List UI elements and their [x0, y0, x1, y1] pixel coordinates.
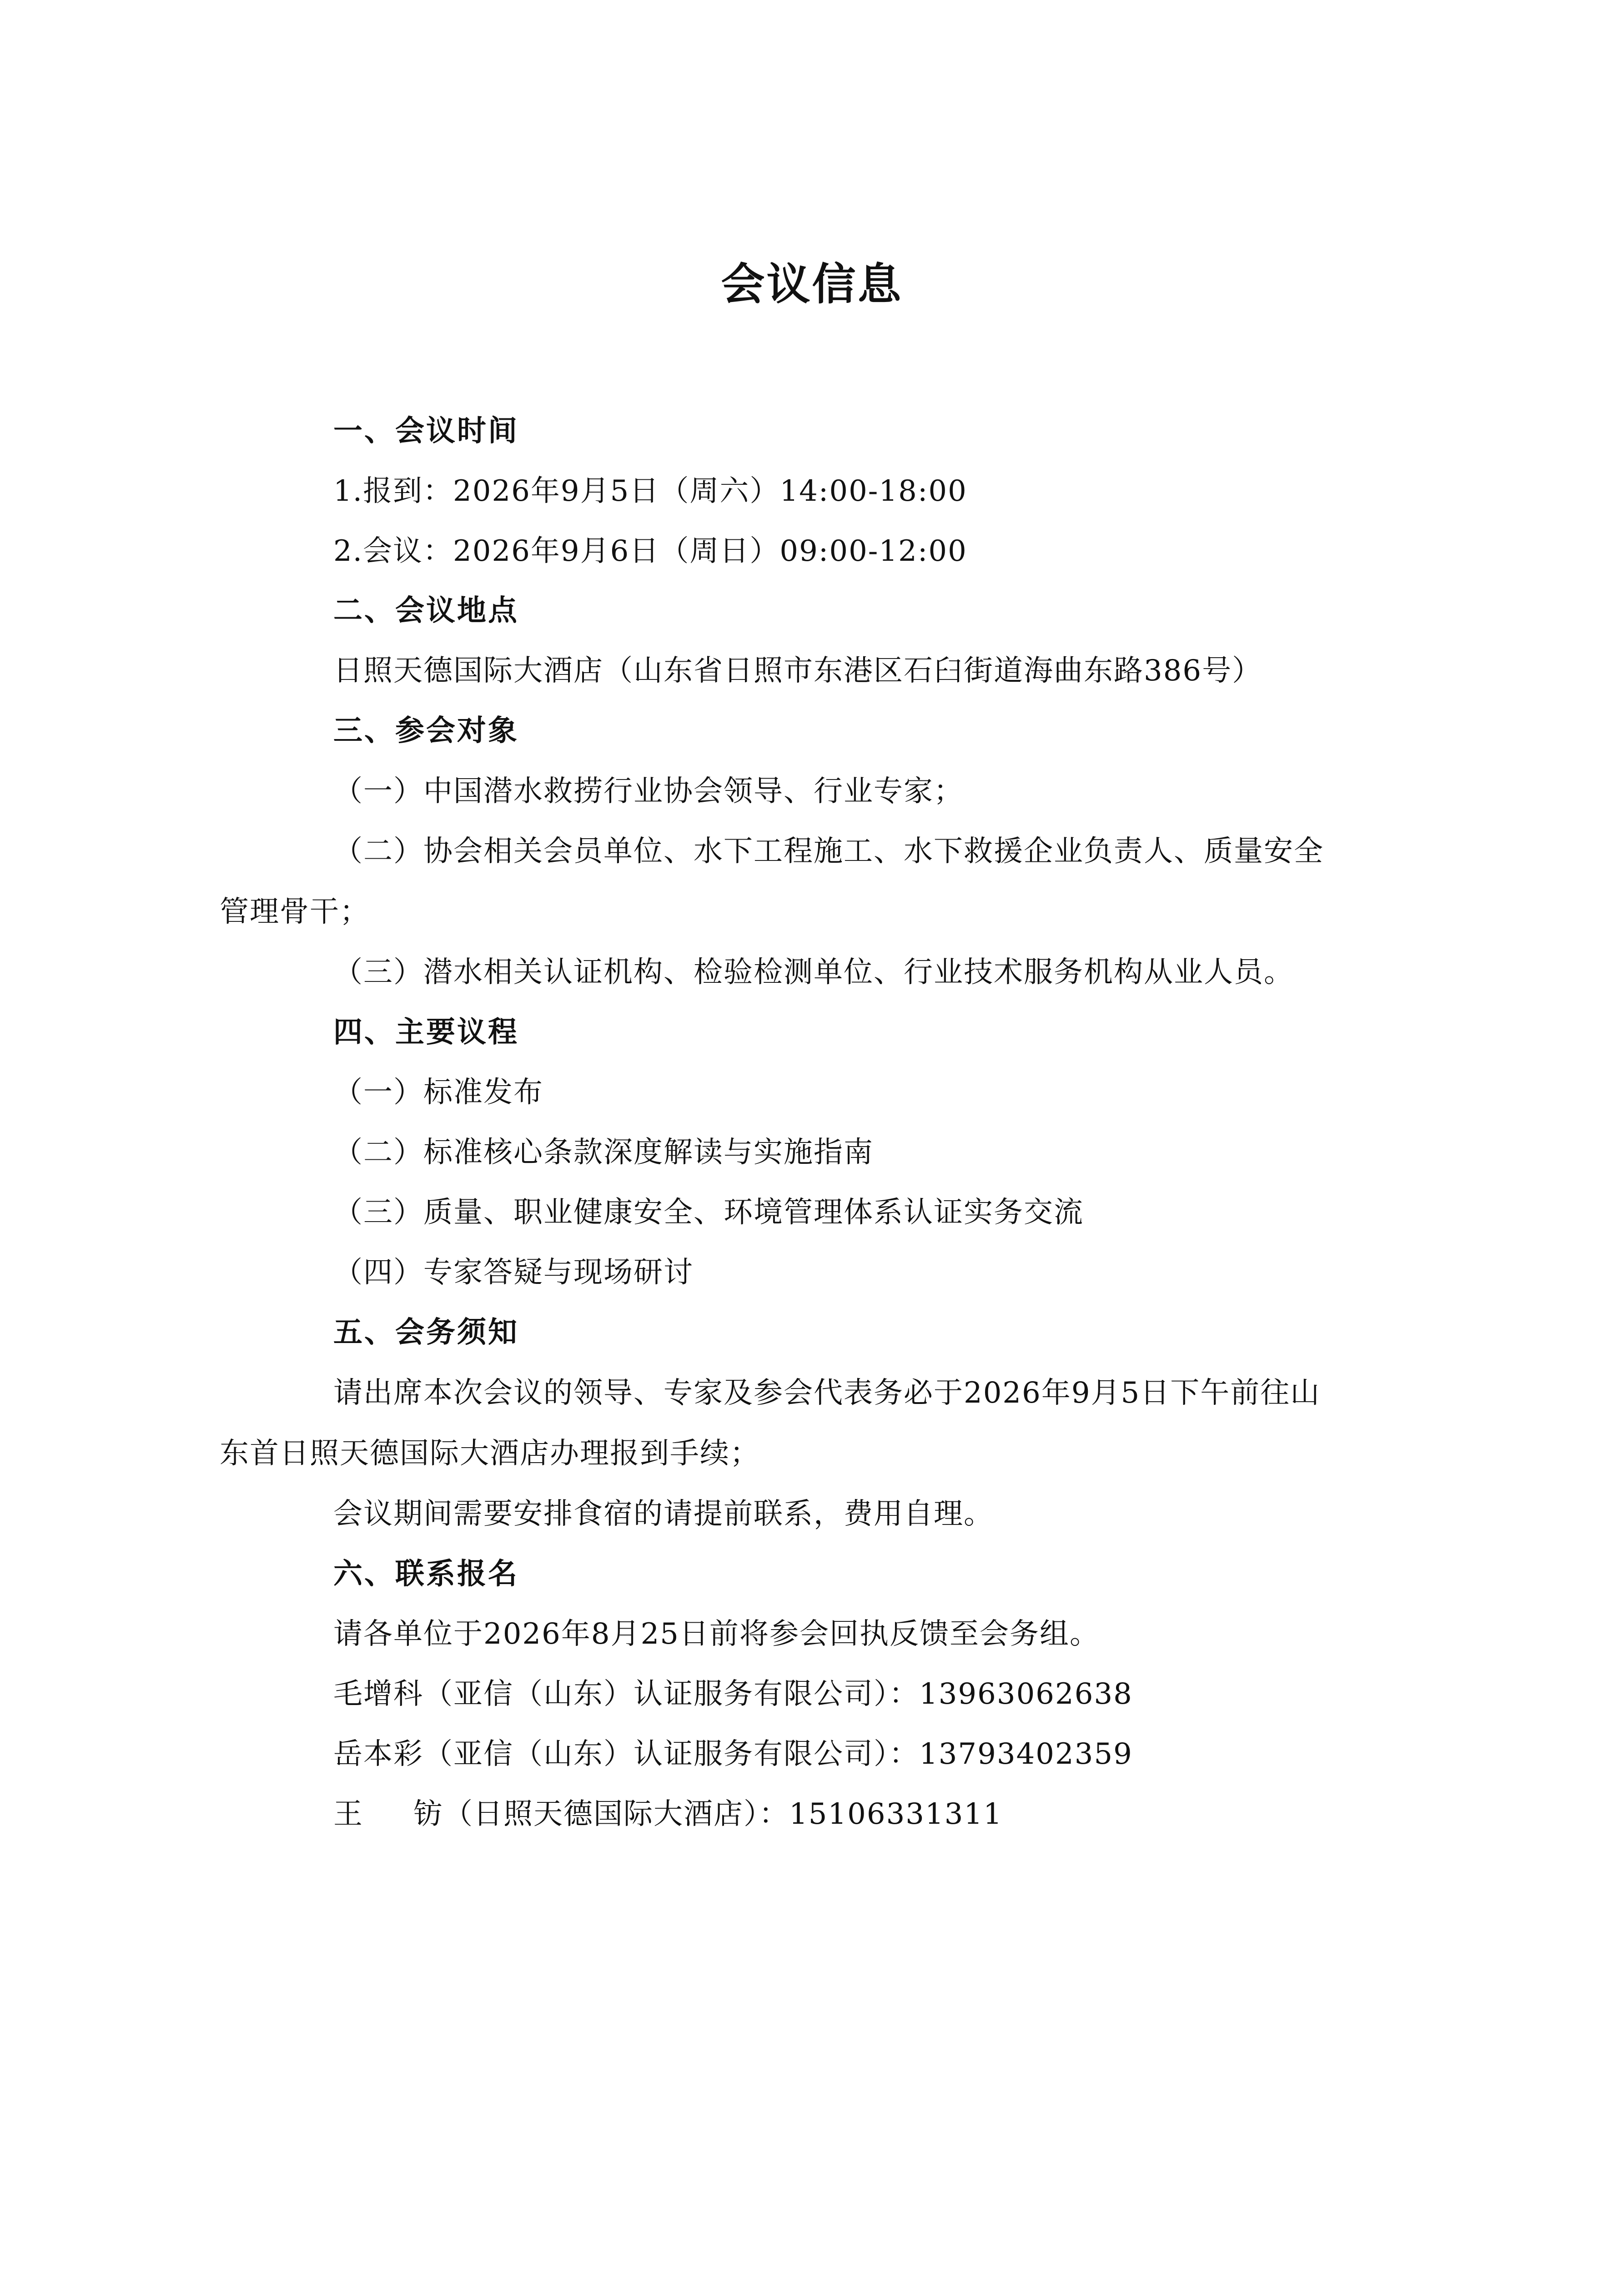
notice-paragraph-1: 请出席本次会议的领导、专家及参会代表务必于2026年9月5日下午前往山	[333, 1376, 1321, 1410]
section-heading-participants: 三、参会对象	[333, 714, 519, 748]
section-heading-notice: 五、会务须知	[333, 1316, 519, 1349]
agenda-item-2: （二）标准核心条款深度解读与实施指南	[333, 1136, 874, 1169]
registration-time: 1.报到：2026年9月5日（周六）14:00-18:00	[333, 474, 967, 508]
participant-item-1: （一）中国潜水救捞行业协会领导、行业专家；	[333, 775, 964, 808]
section-heading-contact: 六、联系报名	[333, 1557, 519, 1591]
agenda-item-3: （三）质量、职业健康安全、环境管理体系认证实务交流	[333, 1196, 1084, 1229]
contact-person-3-surname: 王	[333, 1797, 363, 1831]
venue-address: 日照天德国际大酒店（山东省日照市东港区石臼街道海曲东路386号）	[333, 654, 1262, 688]
meeting-time: 2.会议：2026年9月6日（周日）09:00-12:00	[333, 534, 967, 568]
agenda-item-1: （一）标准发布	[333, 1076, 543, 1109]
page-title: 会议信息	[721, 258, 903, 310]
participant-item-2: （二）协会相关会员单位、水下工程施工、水下救援企业负责人、质量安全	[333, 835, 1324, 868]
contact-person-1: 毛增科（亚信（山东）认证服务有限公司）：13963062638	[333, 1677, 1133, 1711]
agenda-item-4: （四）专家答疑与现场研讨	[333, 1256, 694, 1289]
notice-paragraph-1-continued: 东首日照天德国际大酒店办理报到手续；	[220, 1437, 760, 1470]
participant-item-2-continued: 管理骨干；	[220, 895, 370, 929]
contact-person-2: 岳本彩（亚信（山东）认证服务有限公司）：13793402359	[333, 1737, 1133, 1771]
contact-person-3	[333, 1794, 1003, 1835]
contact-intro: 请各单位于2026年8月25日前将参会回执反馈至会务组。	[333, 1617, 1100, 1651]
participant-item-3: （三）潜水相关认证机构、检验检测单位、行业技术服务机构从业人员。	[333, 956, 1294, 989]
section-heading-venue: 二、会议地点	[333, 594, 519, 628]
notice-paragraph-2: 会议期间需要安排食宿的请提前联系，费用自理。	[333, 1497, 994, 1531]
section-heading-time: 一、会议时间	[333, 414, 519, 448]
contact-person-3-detail: （日照天德国际大酒店）：15106331311	[443, 1797, 1003, 1831]
section-heading-agenda: 四、主要议程	[333, 1016, 519, 1049]
contact-person-3-given-name: 钫	[413, 1797, 443, 1831]
